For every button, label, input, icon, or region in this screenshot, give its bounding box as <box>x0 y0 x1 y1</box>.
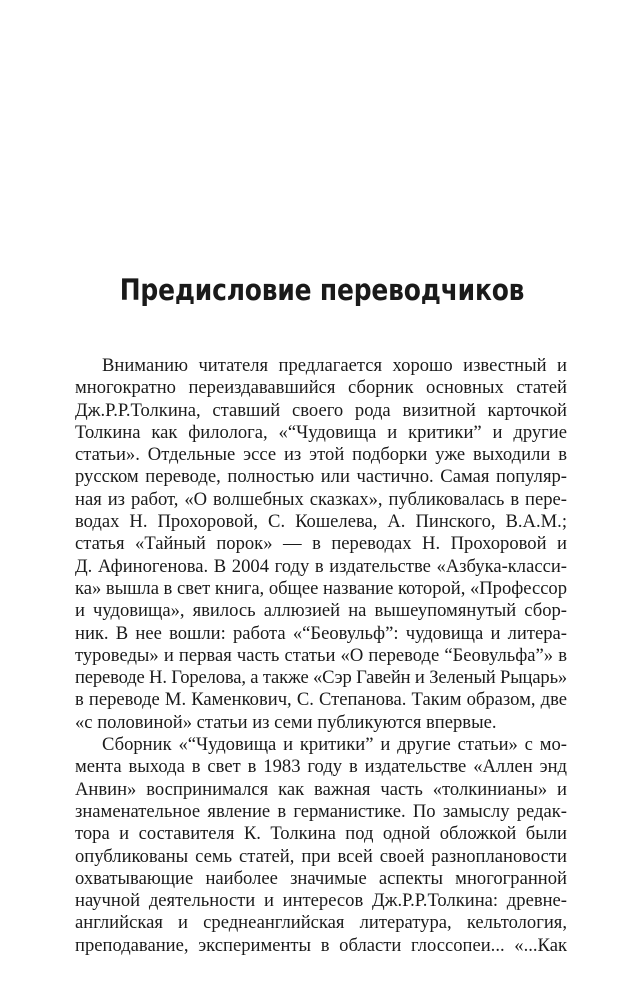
text-line: Толкина как филолога, «“Чудовища и критики” и другие <box>75 421 567 443</box>
text-line: Д. Афиногенова. В 2004 году в издательстве «Азбука-класси- <box>75 555 567 577</box>
paragraph-2 <box>75 734 567 957</box>
text-line: водах Н. Прохоровой, С. Кошелева, А. Пинского, В.А.М.; <box>75 511 567 533</box>
body-text <box>75 355 567 957</box>
text-line: ная из работ, «О волшебных сказках», публиковалась в пере- <box>75 488 567 510</box>
text-line: в переводе М. Каменкович, С. Степанова. Таким образом, две <box>75 689 567 711</box>
text-line: Анвин» воспринимался как важная часть «толкинианы» и <box>75 778 567 800</box>
text-line: многократно переиздававшийся сборник основных статей <box>75 377 567 399</box>
text-line: охватывающие наиболее значимые аспекты многогранной <box>75 867 567 889</box>
text-line: статьи». Отдельные эссе из этой подборки уже выходили в <box>75 444 567 466</box>
text-line: тора и составителя К. Толкина под одной обложкой были <box>75 823 567 845</box>
paragraph-1 <box>75 355 567 734</box>
text-line: опубликованы семь статей, при всей своей разноплановости <box>75 845 567 867</box>
text-line: мента выхода в свет в 1983 году в издательстве «Аллен энд <box>75 756 567 778</box>
text-line: знаменательное явление в германистике. По замыслу редак- <box>75 800 567 822</box>
text-line: и чудовища», явилось аллюзией на вышеупомянутый сбор- <box>75 600 567 622</box>
text-line: русском переводе, полностью или частично. Самая популяр- <box>75 466 567 488</box>
text-line: английская и среднеанглийская литература, кельтология, <box>75 912 567 934</box>
text-line: научной деятельности и интересов Дж.Р.Р.Толкина: древне- <box>75 890 567 912</box>
text-line: ка» вышла в свет книга, общее название которой, «Профессор <box>75 577 567 599</box>
text-line: ник. В нее вошли: работа «“Беовульф”: чудовища и литера- <box>75 622 567 644</box>
text-line: Сборник «“Чудовища и критики” и другие статьи» с мо- <box>102 734 567 756</box>
text-line: Дж.Р.Р.Толкина, ставший своего рода визитной карточкой <box>75 399 567 421</box>
text-line: переводе Н. Горелова, а также «Сэр Гавейн и Зеленый Рыцарь» <box>75 667 568 689</box>
text-line: преподавание, эксперименты в области глоссопеи... «...Как <box>75 934 567 956</box>
text-line: Вниманию читателя предлагается хорошо известный и <box>102 355 567 376</box>
text-line: «с половиной» статьи из семи публикуются впервые. <box>75 711 497 733</box>
text-line: статья «Тайный порок» — в переводах Н. Прохоровой и <box>75 533 567 555</box>
chapter-title: Предисловие переводчиков <box>119 273 525 307</box>
text-line: туроведы» и первая часть статьи «О переводе “Беовульфа”» в <box>75 644 567 666</box>
